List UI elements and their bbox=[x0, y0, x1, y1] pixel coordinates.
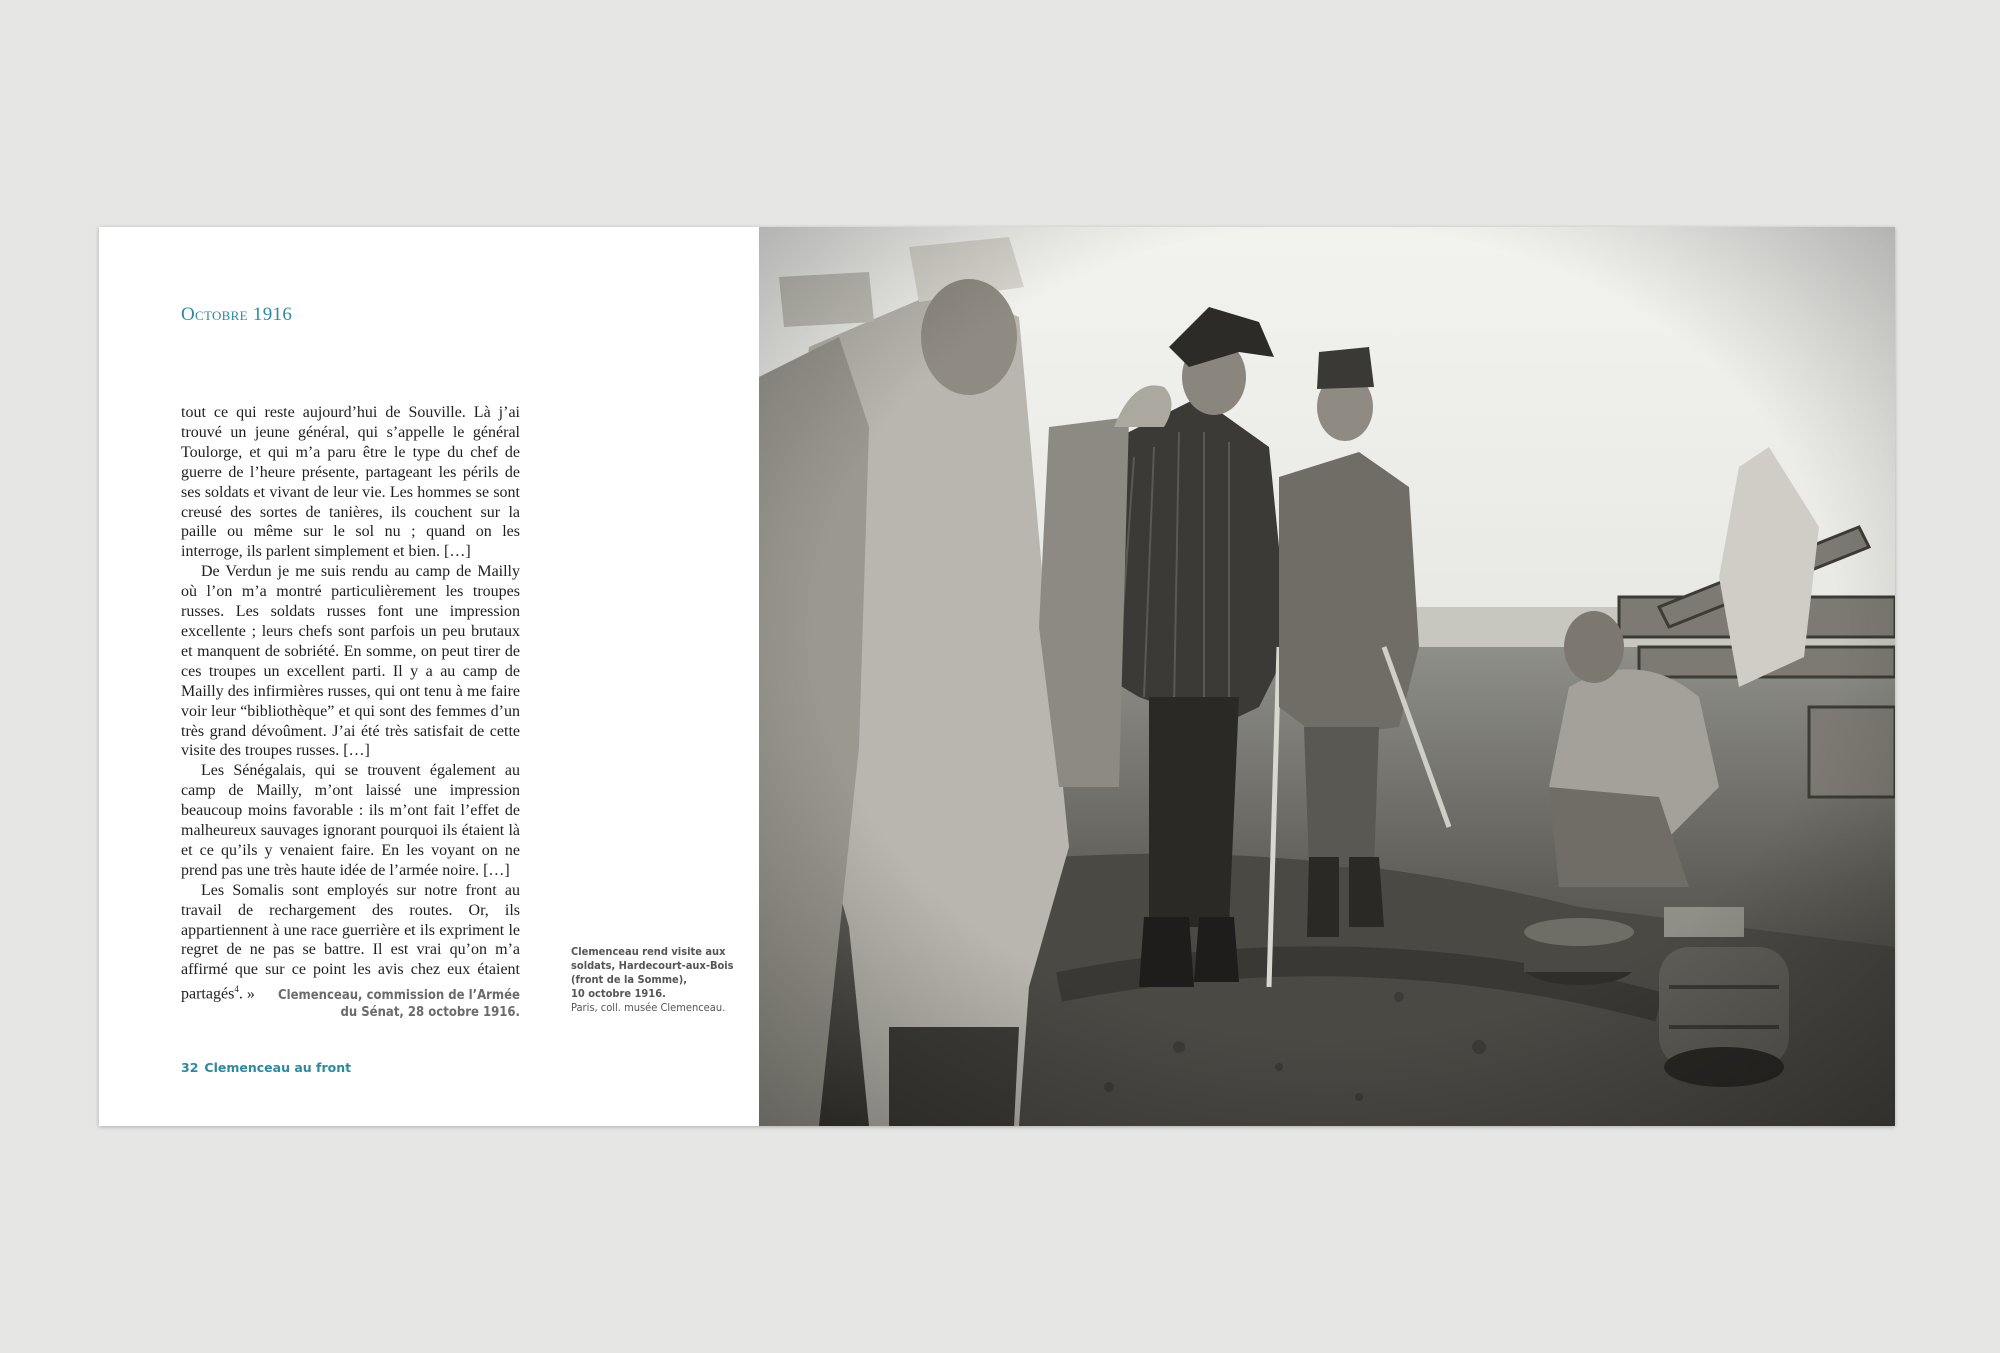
closing-quote: . » bbox=[238, 985, 255, 1003]
body-text bbox=[181, 403, 520, 1005]
photo-caption bbox=[571, 945, 761, 1015]
chapter-title: Octobre 1916 bbox=[181, 304, 293, 325]
caption-line: 10 octobre 1916. bbox=[571, 987, 666, 1000]
book-title: Clemenceau au front bbox=[204, 1060, 352, 1075]
page-footer bbox=[181, 1060, 351, 1075]
historical-photograph bbox=[759, 227, 1895, 1126]
left-page bbox=[99, 227, 759, 1126]
caption-credit: Paris, coll. musée Clemenceau. bbox=[571, 1001, 726, 1014]
paragraph-last-text: Les Somalis sont employés sur notre front au travail de rechargement des routes. Or, ils appartiennent à une race guerrière et ils expriment le regret de ne pas se battre. Il est vrai qu’on m’a affirmé que sur ce point les avis chez eux étaient partagés bbox=[181, 881, 520, 1003]
caption-line: (front de la Somme), bbox=[571, 973, 688, 986]
paragraph-last bbox=[181, 881, 520, 1005]
paragraph: Les Sénégalais, qui se trouvent également au camp de Mailly, m’ont laissé une impression beaucoup moins favorable : ils m’ont fait l’effet de malheureux sauvages ignorant pourquoi ils étaient là et ce qu’ils y venaient faire. En les voyant on ne prend pas une très haute idée de l’armée noire. […] bbox=[181, 762, 520, 879]
paragraph: De Verdun je me suis rendu au camp de Mailly où l’on m’a montré particulièrement les troupes russes. Les soldats russes font une impression excellente ; leurs chefs sont parfois un peu brutaux et manquent de sobriété. En somme, on peut tirer de ces troupes un excellent parti. Il y a au camp de Mailly des infirmières russes, qui ont tenu à me faire voir leur “bibliothèque” et qui sont des femmes d’un très grand dévoûment. J’ai été très satisfait de cette visite des troupes russes. […] bbox=[181, 563, 520, 760]
attribution-line: Clemenceau, commission de l’Armée bbox=[278, 988, 520, 1003]
quote-attribution bbox=[181, 987, 520, 1021]
page-number: 32 bbox=[181, 1060, 199, 1075]
caption-line: Clemenceau rend visite aux bbox=[571, 945, 726, 958]
footnote-mark: 4 bbox=[234, 984, 239, 995]
paragraph: tout ce qui reste aujourd’hui de Souville. Là j’ai trouvé un jeune général, qui s’appelle le général Toulorge, et qui m’a paru être le type du chef de guerre de l’heure présente, partageant les périls de ses soldats et vivant de leur vie. Les hommes se sont creusé des sortes de tanières, ils couchent sur la paille ou même sur le sol nu ; quand on les interroge, ils parlent simplement et bien. […] bbox=[181, 404, 520, 561]
attribution-line: du Sénat, 28 octobre 1916. bbox=[340, 1005, 520, 1020]
book-spread bbox=[99, 227, 1895, 1126]
caption-line: soldats, Hardecourt-aux-Bois bbox=[571, 959, 734, 972]
photograph-illustration bbox=[759, 227, 1895, 1126]
